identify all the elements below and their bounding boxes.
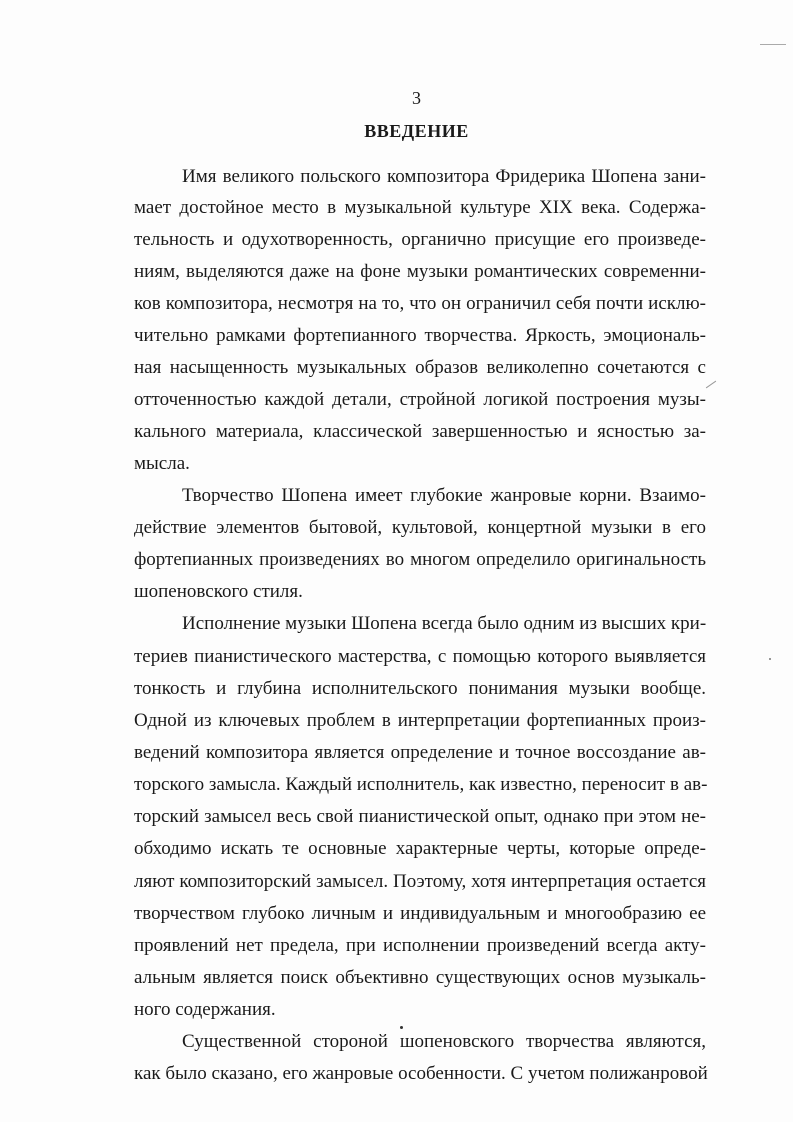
text-line: шопеновского стиля. (134, 581, 303, 602)
text-line: териев пианистического мастерства, с помощью которого выявляется (134, 646, 706, 667)
text-line: ведений композитора является определение и точное воссоздание ав- (134, 742, 706, 763)
text-line: отточенностью каждой детали, стройной логикой построения музы- (134, 389, 706, 410)
text-line: торский замысел весь свой пианистической опыт, однако при этом не- (134, 806, 706, 827)
text-line: чительно рамками фортепианного творчества. Яркость, эмоциональ- (134, 325, 706, 346)
text-line: мает достойное место в музыкальной культуре XIX века. Содержа- (134, 197, 706, 218)
text-line: тельность и одухотворенность, органично присущие его произведе- (134, 229, 706, 250)
text-line: ная насыщенность музыкальных образов великолепно сочетаются с (134, 357, 706, 378)
scan-artifact (769, 658, 771, 660)
text-line: торского замысла. Каждый исполнитель, как известно, переносит в ав- (134, 774, 708, 795)
text-line: Творчество Шопена имеет глубокие жанровые корни. Взаимо- (182, 485, 706, 506)
text-line: Имя великого польского композитора Фридерика Шопена зани- (182, 166, 706, 187)
text-line: кального материала, классической завершенностью и ясностью за- (134, 421, 706, 442)
text-line: ного содержания. (134, 999, 276, 1020)
scan-artifact (400, 1026, 403, 1029)
text-line: ниям, выделяются даже на фоне музыки романтических современни- (134, 261, 706, 282)
scan-artifact (706, 381, 716, 389)
text-line: как было сказано, его жанровые особенности. С учетом полижанровой (134, 1063, 708, 1084)
text-line: фортепианных произведениях во многом определило оригинальность (134, 549, 706, 570)
text-line: Существенной стороной шопеновского творчества являются, (182, 1031, 706, 1052)
page-number: 3 (412, 88, 421, 108)
text-line: Одной из ключевых проблем в интерпретации фортепианных произ- (134, 710, 706, 731)
text-line: творчеством глубоко личным и индивидуальным и многообразию ее (134, 903, 706, 924)
text-line: тонкость и глубина исполнительского понимания музыки вообще. (134, 678, 706, 699)
text-line: ков композитора, несмотря на то, что он ограничил себя почти исклю- (134, 293, 706, 314)
text-line: альным является поиск объективно существующих основ музыкаль- (134, 967, 706, 988)
text-line: действие элементов бытовой, культовой, концертной музыки в его (134, 517, 706, 538)
text-line: проявлений нет предела, при исполнении произведений всегда акту- (134, 935, 706, 956)
text-line: Исполнение музыки Шопена всегда было одним из высших кри- (182, 613, 707, 634)
text-line: обходимо искать те основные характерные черты, которые опреде- (134, 838, 706, 859)
text-line: мысла. (134, 453, 190, 474)
page-title: ВВЕДЕНИЕ (364, 121, 469, 141)
scan-artifact (760, 44, 786, 45)
text-line: ляют композиторский замысел. Поэтому, хотя интерпретация остается (134, 871, 706, 892)
